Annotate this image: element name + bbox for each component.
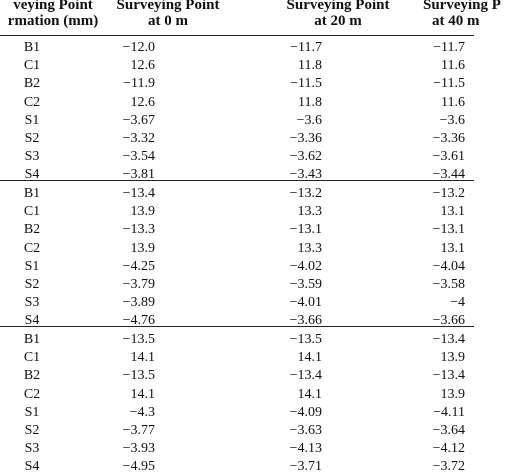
row-label: B2 [23, 222, 41, 237]
row-label: B2 [23, 76, 41, 91]
value-0m: 13.9 [130, 204, 155, 219]
value-40m: −3.72 [432, 459, 465, 474]
row-label: C2 [23, 387, 41, 402]
value-0m: −3.79 [122, 277, 155, 292]
value-40m: 13.1 [440, 204, 465, 219]
value-20m: −3.59 [289, 277, 322, 292]
row-label: C1 [23, 350, 41, 365]
value-0m: 13.9 [130, 241, 155, 256]
value-40m: −3.64 [432, 423, 465, 438]
row-label: B1 [23, 186, 41, 201]
header-20m-line2: at 20 m [314, 13, 362, 29]
row-label: B1 [23, 40, 41, 55]
value-40m: −3.66 [432, 313, 465, 328]
value-40m: −3.6 [439, 113, 465, 128]
value-20m: 11.8 [298, 95, 322, 110]
value-20m: −3.66 [289, 313, 322, 328]
value-0m: 12.6 [130, 58, 155, 73]
value-40m: −13.4 [432, 332, 465, 347]
value-20m: −3.71 [289, 459, 322, 474]
value-20m: −4.02 [289, 259, 322, 274]
value-20m: 11.8 [298, 58, 322, 73]
value-20m: −4.01 [289, 295, 322, 310]
header-deformation-line1: veying Point [13, 0, 93, 13]
value-40m: −13.1 [432, 222, 465, 237]
header-rule [0, 35, 474, 36]
value-40m: −3.61 [432, 149, 465, 164]
value-20m: −13.2 [289, 186, 322, 201]
row-label: S2 [24, 423, 40, 438]
row-label: S1 [24, 259, 40, 274]
value-40m: −11.5 [433, 76, 465, 91]
header-40m-line2: at 40 m [432, 13, 480, 29]
value-0m: −3.89 [122, 295, 155, 310]
value-20m: −3.43 [289, 167, 322, 182]
value-20m: −4.09 [289, 405, 322, 420]
value-20m: −13.1 [289, 222, 322, 237]
value-40m: −11.7 [433, 40, 465, 55]
header-20m [268, 0, 408, 29]
value-40m: −4.04 [432, 259, 465, 274]
value-20m: −3.36 [289, 131, 322, 146]
row-label: C1 [23, 204, 41, 219]
value-40m: −3.58 [432, 277, 465, 292]
value-40m: 13.9 [440, 387, 465, 402]
value-0m: −4.95 [122, 459, 155, 474]
row-label: S3 [24, 441, 40, 456]
value-0m: −4.25 [122, 259, 155, 274]
value-20m: −11.7 [290, 40, 322, 55]
value-0m: −3.93 [122, 441, 155, 456]
row-label: S2 [24, 277, 40, 292]
value-0m: 14.1 [130, 387, 155, 402]
header-0m-line1: Surveying Point [116, 0, 220, 13]
value-0m: −3.77 [122, 423, 155, 438]
row-label: B1 [23, 332, 41, 347]
row-label: S3 [24, 295, 40, 310]
value-40m: −3.36 [432, 131, 465, 146]
value-20m: 13.3 [297, 241, 322, 256]
value-0m: −13.5 [122, 368, 155, 383]
value-40m: −4.12 [432, 441, 465, 456]
value-40m: −13.4 [432, 368, 465, 383]
header-40m-line1: Surveying P [423, 0, 501, 13]
value-40m: −3.44 [432, 167, 465, 182]
value-40m: 11.6 [441, 58, 465, 73]
value-20m: −3.6 [296, 113, 322, 128]
value-0m: −12.0 [122, 40, 155, 55]
value-20m: −3.63 [289, 423, 322, 438]
value-20m: 14.1 [297, 350, 322, 365]
value-0m: −4.76 [122, 313, 155, 328]
row-label: S4 [24, 459, 40, 474]
value-0m: −11.9 [123, 76, 155, 91]
row-label: S1 [24, 113, 40, 128]
row-label: C2 [23, 95, 41, 110]
row-label: S1 [24, 405, 40, 420]
row-label: C2 [23, 241, 41, 256]
value-20m: −13.5 [289, 332, 322, 347]
value-0m: −4.3 [129, 405, 155, 420]
value-40m: 13.9 [440, 350, 465, 365]
value-20m: −4.13 [289, 441, 322, 456]
value-40m: 11.6 [441, 95, 465, 110]
value-0m: −13.5 [122, 332, 155, 347]
value-0m: −3.32 [122, 131, 155, 146]
value-40m: 13.1 [440, 241, 465, 256]
value-40m: −4 [450, 295, 465, 310]
header-deformation-line2: rmation (mm) [7, 13, 99, 29]
value-20m: −3.62 [289, 149, 322, 164]
header-deformation [0, 0, 112, 29]
value-40m: −13.2 [432, 186, 465, 201]
value-20m: −13.4 [289, 368, 322, 383]
header-40m [423, 0, 523, 29]
value-20m: 13.3 [297, 204, 322, 219]
row-label: S2 [24, 131, 40, 146]
row-label: S3 [24, 149, 40, 164]
value-20m: −11.5 [290, 76, 322, 91]
value-0m: −13.4 [122, 186, 155, 201]
header-0m-line2: at 0 m [148, 13, 188, 29]
value-40m: −4.11 [433, 405, 465, 420]
value-0m: −3.54 [122, 149, 155, 164]
row-label: B2 [23, 368, 41, 383]
value-0m: 12.6 [130, 95, 155, 110]
row-label: S4 [24, 313, 40, 328]
value-0m: −13.3 [122, 222, 155, 237]
header-0m [98, 0, 238, 29]
row-label: C1 [23, 58, 41, 73]
row-label: S4 [24, 167, 40, 182]
value-20m: 14.1 [297, 387, 322, 402]
header-20m-line1: Surveying Point [286, 0, 390, 13]
value-0m: −3.67 [122, 113, 155, 128]
value-0m: −3.81 [122, 167, 155, 182]
value-0m: 14.1 [130, 350, 155, 365]
